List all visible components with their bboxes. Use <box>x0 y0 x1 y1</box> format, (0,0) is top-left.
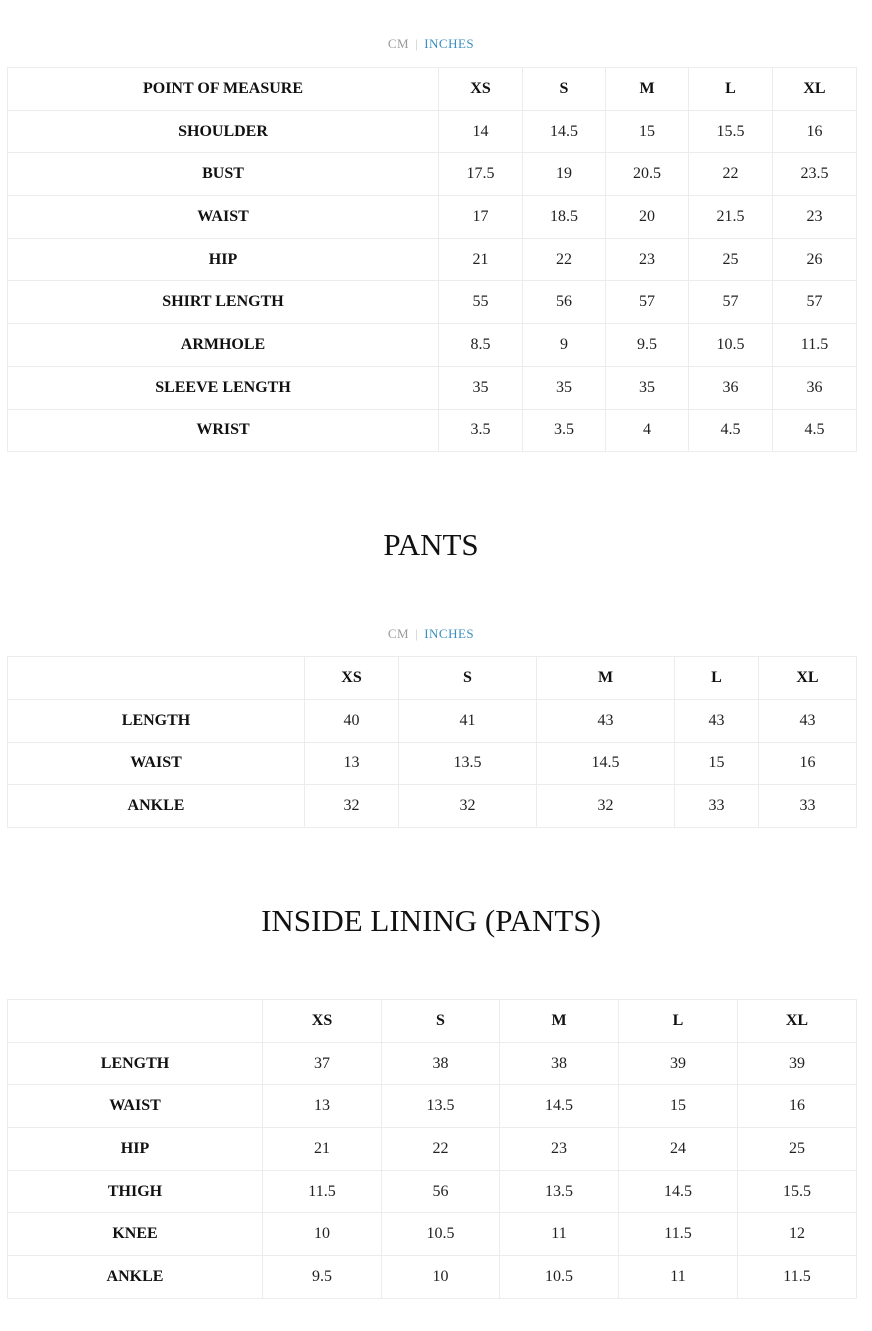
value-cell: 21 <box>439 238 523 281</box>
value-cell: 12 <box>738 1213 857 1256</box>
value-cell: 32 <box>305 785 399 828</box>
value-cell: 41 <box>399 699 537 742</box>
value-cell: 13.5 <box>500 1170 619 1213</box>
value-cell: 38 <box>500 1042 619 1085</box>
lining-title: INSIDE LINING (PANTS) <box>261 903 601 938</box>
value-cell: 38 <box>382 1042 500 1085</box>
top-table-body <box>8 68 857 452</box>
value-cell: 36 <box>689 366 773 409</box>
value-cell: 14 <box>439 110 523 153</box>
table-row <box>8 1213 857 1256</box>
unit-toggle-top <box>0 36 862 52</box>
size-header-cell: XS <box>439 68 523 111</box>
measure-label-cell: WAIST <box>8 1085 263 1128</box>
value-cell: 43 <box>537 699 675 742</box>
value-cell: 23 <box>773 196 857 239</box>
measure-label-cell: SHIRT LENGTH <box>8 281 439 324</box>
value-cell: 10.5 <box>689 324 773 367</box>
value-cell: 56 <box>523 281 606 324</box>
value-cell: 13.5 <box>399 742 537 785</box>
value-cell: 19 <box>523 153 606 196</box>
value-cell: 10.5 <box>500 1256 619 1299</box>
unit-separator: | <box>415 36 419 51</box>
value-cell: 21 <box>263 1128 382 1171</box>
table-row <box>8 1170 857 1213</box>
value-cell: 57 <box>689 281 773 324</box>
pants-table-body <box>8 657 857 828</box>
value-cell: 57 <box>773 281 857 324</box>
value-cell: 32 <box>537 785 675 828</box>
size-header-cell: XS <box>305 657 399 700</box>
value-cell: 39 <box>738 1042 857 1085</box>
table-header-row <box>8 1000 857 1043</box>
value-cell: 10 <box>263 1213 382 1256</box>
size-header-cell: M <box>500 1000 619 1043</box>
lining-table-body <box>8 1000 857 1299</box>
value-cell: 14.5 <box>537 742 675 785</box>
value-cell: 11 <box>500 1213 619 1256</box>
value-cell: 15 <box>619 1085 738 1128</box>
table-row <box>8 110 857 153</box>
value-cell: 13 <box>263 1085 382 1128</box>
value-cell: 55 <box>439 281 523 324</box>
table-row <box>8 281 857 324</box>
value-cell: 20.5 <box>606 153 689 196</box>
measure-label-cell: BUST <box>8 153 439 196</box>
measure-label-cell: ANKLE <box>8 785 305 828</box>
value-cell: 16 <box>773 110 857 153</box>
value-cell: 33 <box>675 785 759 828</box>
value-cell: 16 <box>738 1085 857 1128</box>
value-cell: 4.5 <box>773 409 857 452</box>
value-cell: 9.5 <box>606 324 689 367</box>
measure-label-cell: SLEEVE LENGTH <box>8 366 439 409</box>
value-cell: 32 <box>399 785 537 828</box>
table-row <box>8 1128 857 1171</box>
measure-label-cell: SHOULDER <box>8 110 439 153</box>
measure-label-cell: LENGTH <box>8 699 305 742</box>
value-cell: 15.5 <box>689 110 773 153</box>
size-header-cell: L <box>619 1000 738 1043</box>
size-header-cell: XL <box>773 68 857 111</box>
value-cell: 33 <box>759 785 857 828</box>
value-cell: 23 <box>500 1128 619 1171</box>
value-cell: 56 <box>382 1170 500 1213</box>
table-row <box>8 366 857 409</box>
size-header-cell: M <box>606 68 689 111</box>
value-cell: 36 <box>773 366 857 409</box>
value-cell: 35 <box>606 366 689 409</box>
size-header-cell: M <box>537 657 675 700</box>
measure-label-cell: WAIST <box>8 196 439 239</box>
value-cell: 25 <box>738 1128 857 1171</box>
value-cell: 35 <box>523 366 606 409</box>
value-cell: 22 <box>382 1128 500 1171</box>
measure-label-cell: WRIST <box>8 409 439 452</box>
table-row <box>8 324 857 367</box>
table-row <box>8 238 857 281</box>
table-row <box>8 785 857 828</box>
value-cell: 11.5 <box>738 1256 857 1299</box>
table-row <box>8 196 857 239</box>
table-row <box>8 742 857 785</box>
measure-label-cell: HIP <box>8 1128 263 1171</box>
measure-label-cell: WAIST <box>8 742 305 785</box>
value-cell: 39 <box>619 1042 738 1085</box>
value-cell: 43 <box>675 699 759 742</box>
value-cell: 15 <box>606 110 689 153</box>
value-cell: 11 <box>619 1256 738 1299</box>
value-cell: 23 <box>606 238 689 281</box>
unit-toggle-pants <box>0 626 862 642</box>
value-cell: 57 <box>606 281 689 324</box>
unit-cm-link[interactable]: CM <box>387 36 410 51</box>
top-size-table <box>7 67 857 452</box>
value-cell: 40 <box>305 699 399 742</box>
pants-size-table <box>7 656 857 828</box>
value-cell: 23.5 <box>773 153 857 196</box>
value-cell: 15.5 <box>738 1170 857 1213</box>
size-header-cell: S <box>523 68 606 111</box>
value-cell: 9.5 <box>263 1256 382 1299</box>
value-cell: 18.5 <box>523 196 606 239</box>
value-cell: 20 <box>606 196 689 239</box>
value-cell: 17.5 <box>439 153 523 196</box>
measure-label-cell: ARMHOLE <box>8 324 439 367</box>
size-header-cell: L <box>689 68 773 111</box>
measure-label-cell: KNEE <box>8 1213 263 1256</box>
value-cell: 43 <box>759 699 857 742</box>
unit-inches-link[interactable]: INCHES <box>424 626 475 641</box>
value-cell: 11.5 <box>773 324 857 367</box>
table-row <box>8 1085 857 1128</box>
value-cell: 21.5 <box>689 196 773 239</box>
table-row <box>8 409 857 452</box>
value-cell: 4.5 <box>689 409 773 452</box>
measure-label-cell: THIGH <box>8 1170 263 1213</box>
value-cell: 22 <box>523 238 606 281</box>
measure-label-cell: ANKLE <box>8 1256 263 1299</box>
value-cell: 3.5 <box>439 409 523 452</box>
value-cell: 10.5 <box>382 1213 500 1256</box>
value-cell: 4 <box>606 409 689 452</box>
value-cell: 16 <box>759 742 857 785</box>
header-label-cell <box>8 657 305 700</box>
table-row <box>8 153 857 196</box>
value-cell: 10 <box>382 1256 500 1299</box>
table-row <box>8 699 857 742</box>
value-cell: 35 <box>439 366 523 409</box>
unit-cm-link[interactable]: CM <box>387 626 410 641</box>
value-cell: 25 <box>689 238 773 281</box>
table-header-row <box>8 68 857 111</box>
size-header-cell: S <box>382 1000 500 1043</box>
size-header-cell: XL <box>738 1000 857 1043</box>
value-cell: 8.5 <box>439 324 523 367</box>
value-cell: 13 <box>305 742 399 785</box>
value-cell: 14.5 <box>500 1085 619 1128</box>
header-label-cell: POINT OF MEASURE <box>8 68 439 111</box>
value-cell: 24 <box>619 1128 738 1171</box>
measure-label-cell: LENGTH <box>8 1042 263 1085</box>
value-cell: 37 <box>263 1042 382 1085</box>
unit-separator: | <box>415 626 419 641</box>
header-label-cell <box>8 1000 263 1043</box>
value-cell: 17 <box>439 196 523 239</box>
value-cell: 22 <box>689 153 773 196</box>
measure-label-cell: HIP <box>8 238 439 281</box>
table-header-row <box>8 657 857 700</box>
value-cell: 15 <box>675 742 759 785</box>
table-row <box>8 1042 857 1085</box>
pants-title: PANTS <box>383 527 479 562</box>
value-cell: 9 <box>523 324 606 367</box>
size-header-cell: XL <box>759 657 857 700</box>
value-cell: 11.5 <box>263 1170 382 1213</box>
value-cell: 26 <box>773 238 857 281</box>
lining-size-table <box>7 999 857 1299</box>
value-cell: 3.5 <box>523 409 606 452</box>
value-cell: 14.5 <box>619 1170 738 1213</box>
table-row <box>8 1256 857 1299</box>
value-cell: 14.5 <box>523 110 606 153</box>
unit-inches-link[interactable]: INCHES <box>424 36 475 51</box>
value-cell: 11.5 <box>619 1213 738 1256</box>
size-header-cell: XS <box>263 1000 382 1043</box>
size-header-cell: L <box>675 657 759 700</box>
size-header-cell: S <box>399 657 537 700</box>
value-cell: 13.5 <box>382 1085 500 1128</box>
